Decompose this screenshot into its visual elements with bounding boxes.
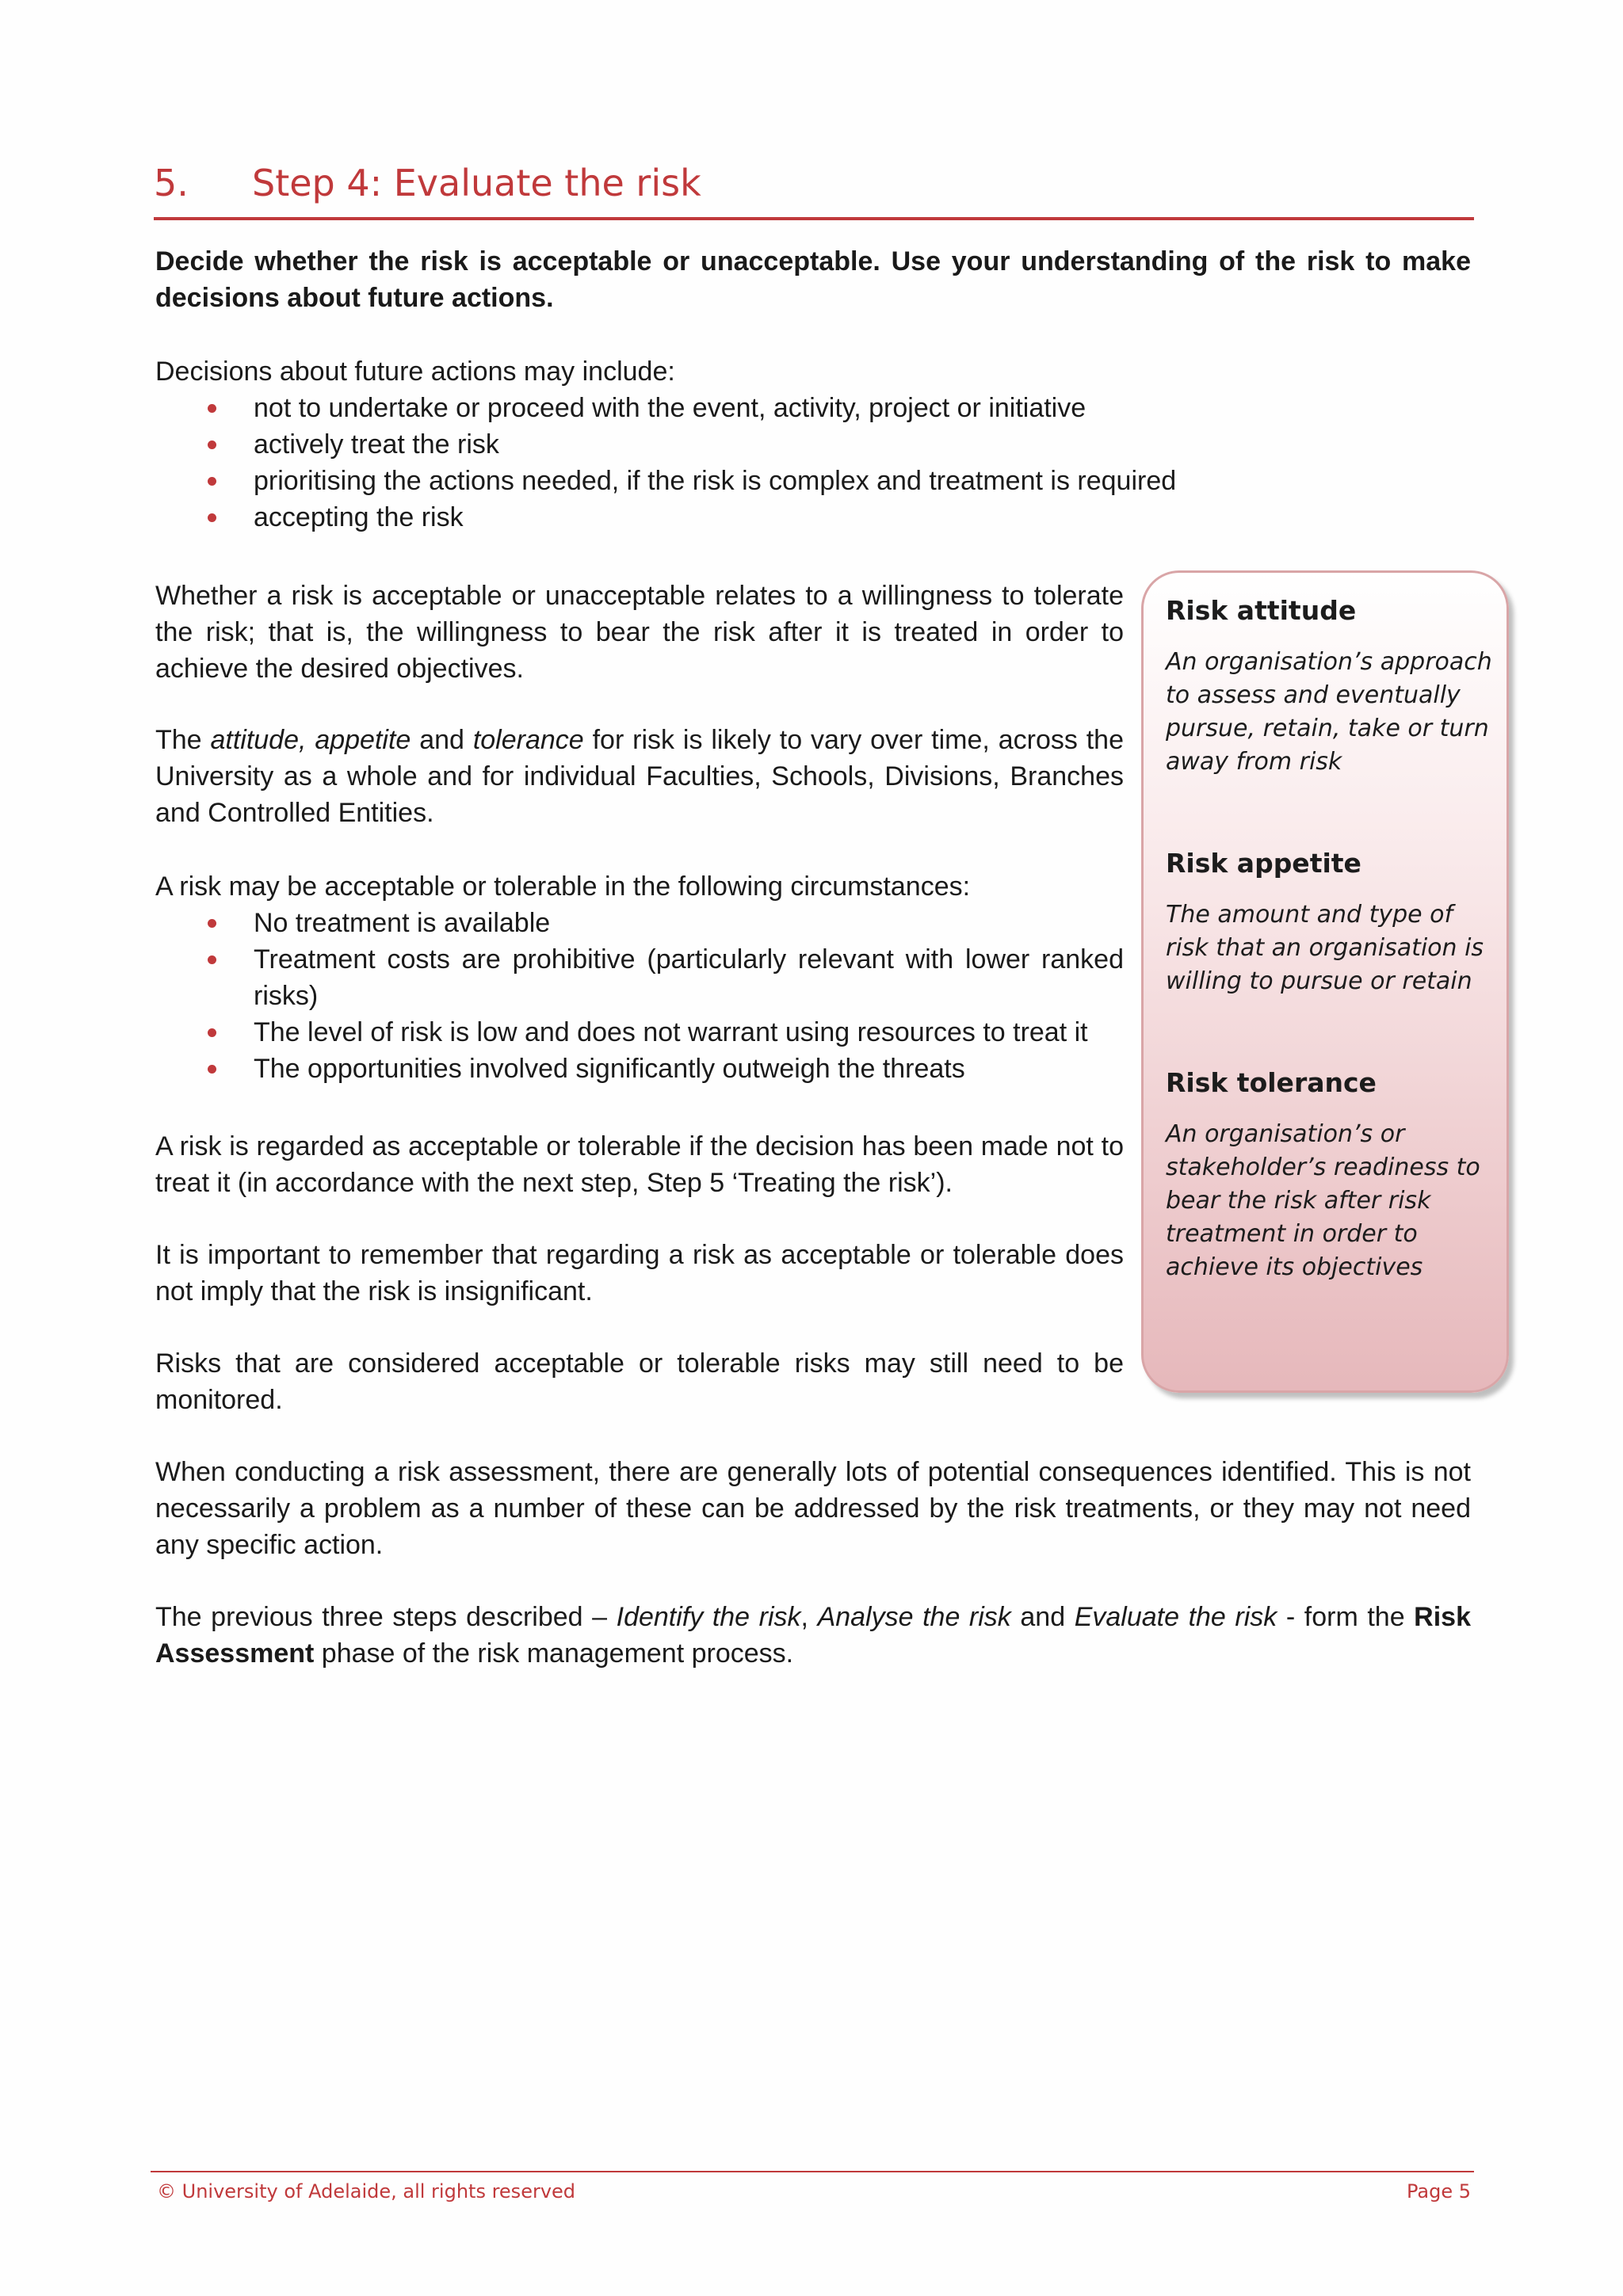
italic-run: tolerance bbox=[472, 725, 584, 755]
list-item: Treatment costs are prohibitive (particularly relevant with lower ranked risks) bbox=[155, 941, 1124, 1014]
decisions-list bbox=[155, 390, 1471, 536]
risk-attitude-title: Risk attitude bbox=[1166, 595, 1357, 626]
list-item: actively treat the risk bbox=[155, 426, 1471, 463]
list-item: not to undertake or proceed with the event, activity, project or initiative bbox=[155, 390, 1471, 426]
italic-run: Evaluate the risk bbox=[1074, 1602, 1277, 1632]
list-item: accepting the risk bbox=[155, 499, 1471, 536]
footer-page-number: Page 5 bbox=[1407, 2180, 1471, 2203]
circumstances-list bbox=[155, 905, 1124, 1087]
risk-attitude-definition: An organisation’s approach to assess and eventually pursue, retain, take or turn away from risk bbox=[1166, 648, 1492, 776]
bold-run: Risk Assessment bbox=[155, 1602, 1471, 1669]
monitored-paragraph: Risks that are considered acceptable or tolerable risks may still need to be monitored. bbox=[155, 1348, 1124, 1415]
circumstances-lead: A risk may be acceptable or tolerable in the following circumstances: bbox=[155, 871, 971, 902]
risk-tolerance-definition: An organisation’s or stakeholder’s readiness to bear the risk after risk treatment in order to achieve its objectives bbox=[1166, 1120, 1480, 1281]
text-run: The previous three steps described – bbox=[155, 1602, 617, 1632]
risk-appetite-title: Risk appetite bbox=[1166, 848, 1361, 879]
italic-run: attitude, appetite bbox=[210, 725, 411, 755]
conducting-paragraph: When conducting a risk assessment, there are generally lots of potential consequences identified. This is not necessarily a problem as a number of these can be addressed by the risk treatments, or they may not need any specific action. bbox=[155, 1457, 1471, 1560]
section-title: Step 4: Evaluate the risk bbox=[252, 162, 701, 204]
attitude-paragraph bbox=[155, 722, 1124, 831]
list-item: prioritising the actions needed, if the risk is complex and treatment is required bbox=[155, 463, 1471, 499]
footer-copyright: © University of Adelaide, all rights reserved bbox=[157, 2180, 576, 2203]
intro-text: Decide whether the risk is acceptable or unacceptable. Use your understanding of the risk to make decisions about future actions. bbox=[155, 246, 1471, 313]
decisions-lead: Decisions about future actions may include: bbox=[155, 357, 675, 387]
acceptable-paragraph: Whether a risk is acceptable or unacceptable relates to a willingness to tolerate the risk; that is, the willingness to bear the risk after it is treated in order to achieve the desired objectives. bbox=[155, 581, 1124, 684]
important-paragraph: It is important to remember that regarding a risk as acceptable or tolerable does not imply that the risk is insignificant. bbox=[155, 1240, 1124, 1306]
italic-run: Analyse the risk bbox=[817, 1602, 1011, 1632]
definitions-sidebar bbox=[1141, 570, 1509, 1393]
text-run: , bbox=[800, 1602, 818, 1632]
list-item: The level of risk is low and does not warrant using resources to treat it bbox=[155, 1014, 1124, 1051]
text-run: and bbox=[411, 725, 473, 755]
list-item: The opportunities involved significantly outweigh the threats bbox=[155, 1051, 1124, 1087]
previous-steps-paragraph bbox=[155, 1599, 1471, 1672]
text-run: and bbox=[1010, 1602, 1075, 1632]
intro-paragraph bbox=[155, 243, 1471, 316]
section-heading bbox=[154, 155, 1474, 220]
circumstances-section bbox=[155, 868, 1124, 1087]
italic-run: Identify the risk bbox=[616, 1602, 801, 1632]
decisions-section bbox=[155, 353, 1471, 536]
text-run: - form the bbox=[1277, 1602, 1415, 1632]
risk-appetite-definition: The amount and type of risk that an organisation is willing to pursue or retain bbox=[1166, 901, 1484, 995]
text-run: The bbox=[155, 725, 211, 755]
text-run: for risk is likely to vary over time, across the University as a whole and for individual Faculties, Schools, Divisions, Branches and Controlled Entities. bbox=[155, 725, 1124, 828]
regarded-paragraph: A risk is regarded as acceptable or tolerable if the decision has been made not to treat it (in accordance with the next step, Step 5 ‘Treating the risk’). bbox=[155, 1131, 1124, 1198]
risk-tolerance-title: Risk tolerance bbox=[1166, 1067, 1377, 1098]
text-run: phase of the risk management process. bbox=[314, 1638, 794, 1669]
footer-divider bbox=[151, 2171, 1474, 2172]
section-number: 5. bbox=[154, 162, 189, 204]
list-item: No treatment is available bbox=[155, 905, 1124, 941]
